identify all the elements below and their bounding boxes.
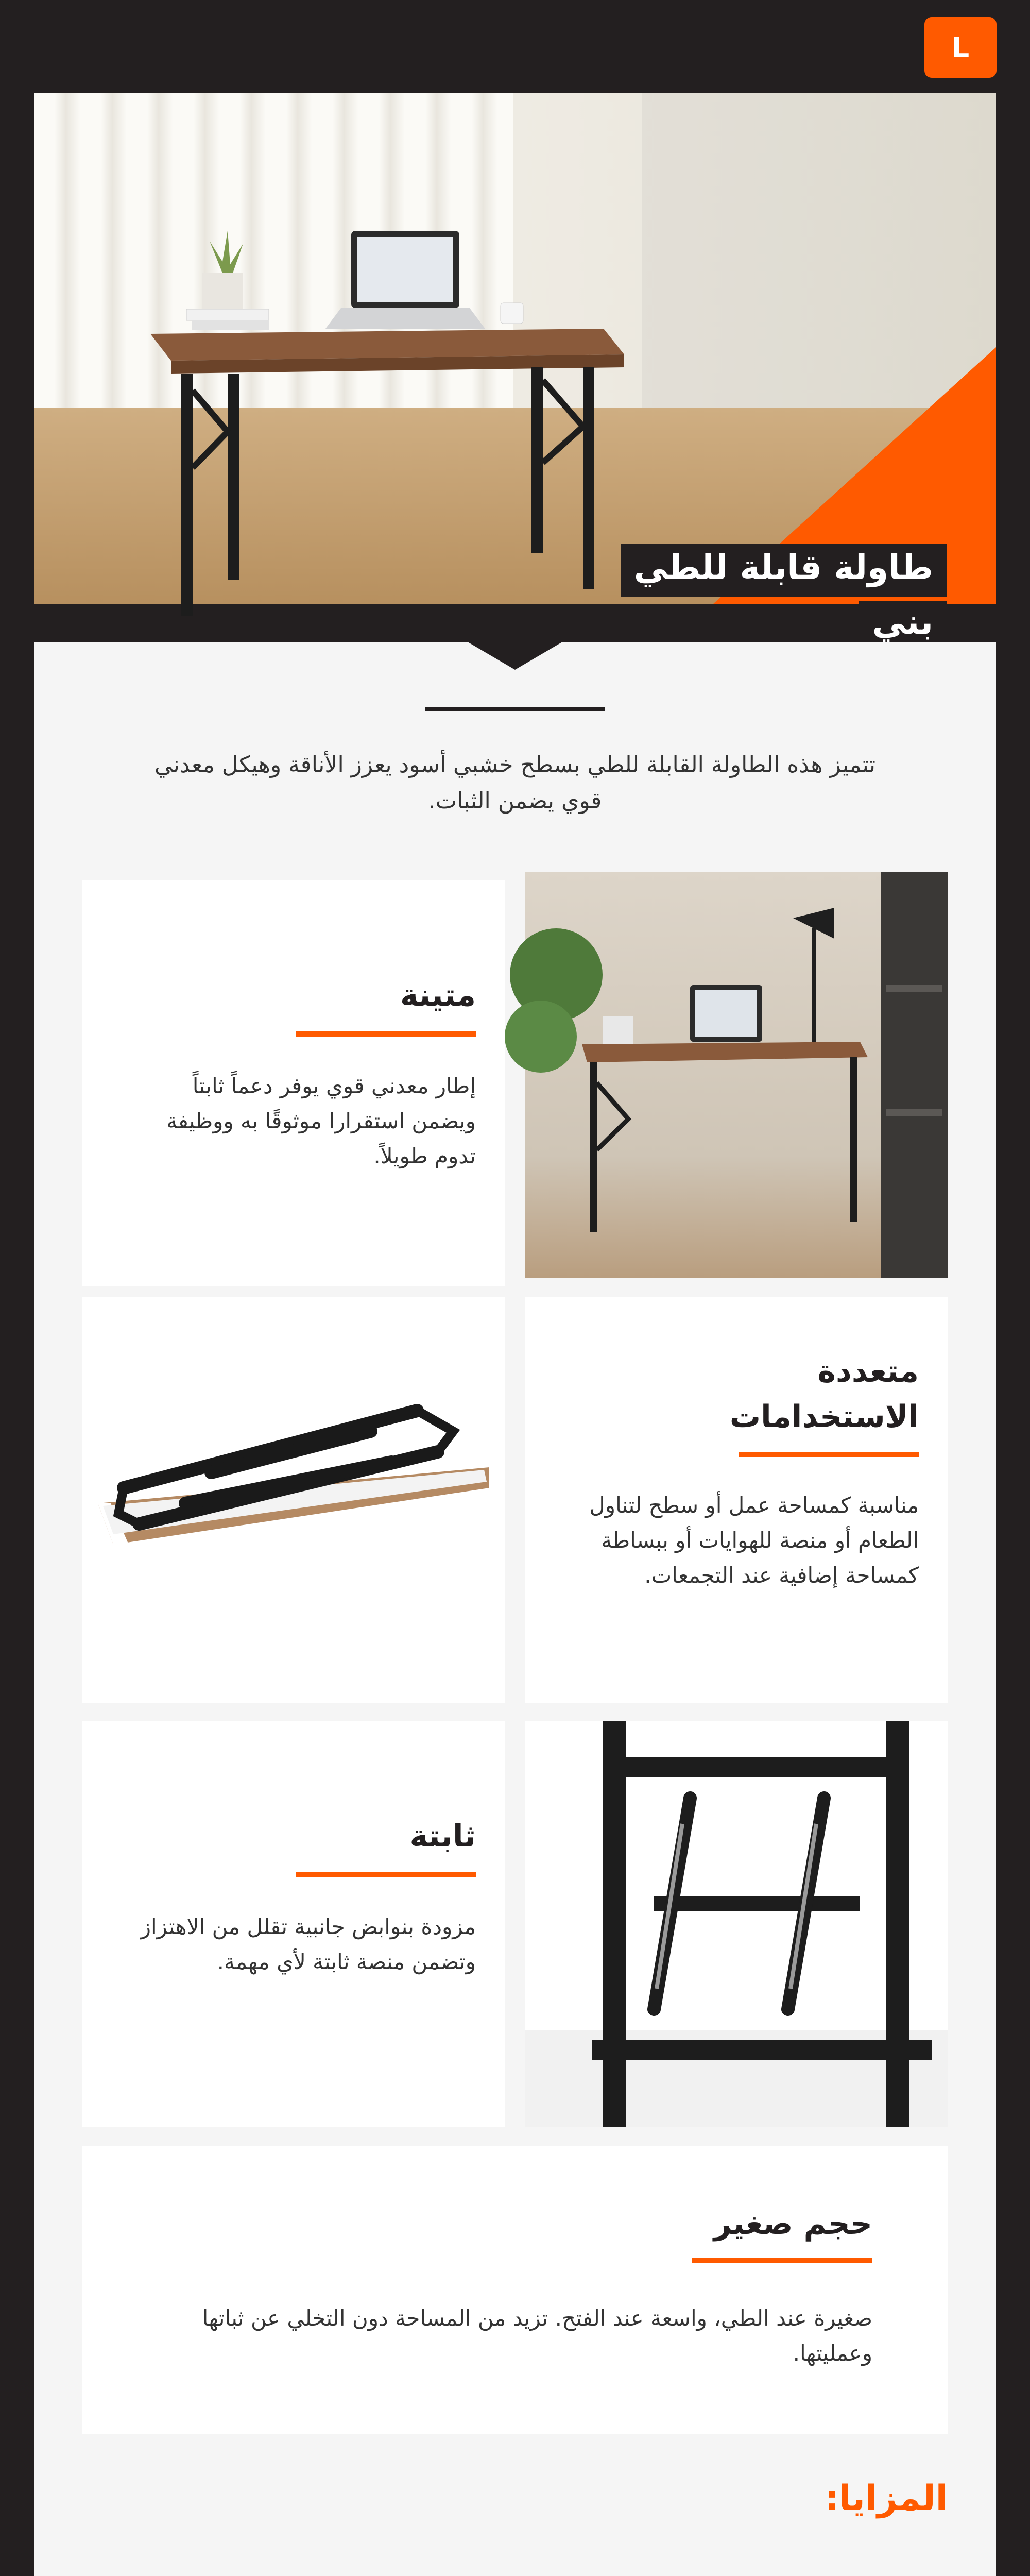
feature-card-stable <box>82 1721 505 2127</box>
advantages-title: المزايا: <box>825 2478 948 2519</box>
logo-letter: L <box>951 31 970 64</box>
brand-logo <box>924 17 997 78</box>
feature-photo-versatile <box>82 1297 505 1703</box>
feature-title-underline <box>296 1031 476 1037</box>
intro-divider <box>425 707 605 711</box>
feature-body: صغيرة عند الطي، واسعة عند الفتح. تزيد من المساحة دون التخلي عن ثباتها وعمليتها. <box>202 2306 872 2366</box>
feature-card-compact <box>82 2146 948 2434</box>
feature-photo-durable <box>525 872 948 1278</box>
feature-body: مزودة بنوابض جانبية تقلل من الاهتزاز وتضمن منصة ثابتة لأي مهمة. <box>140 1914 476 1974</box>
hero-title: طاولة قابلة للطي <box>621 544 947 597</box>
feature-title-underline <box>739 1452 919 1457</box>
feature-title: متعددة الاستخدامات <box>729 1353 919 1435</box>
feature-title: حجم صغير <box>713 2206 872 2242</box>
feature-title: ثابتة <box>409 1818 476 1854</box>
feature-title-underline <box>692 2258 872 2263</box>
intro-text: تتميز هذه الطاولة القابلة للطي بسطح خشبي أسود يعزز الأناقة وهيكل معدني قوي يضمن الثبات. <box>154 752 876 814</box>
feature-card-versatile <box>525 1297 948 1703</box>
feature-title-underline <box>296 1872 476 1877</box>
feature-title: متينة <box>400 977 476 1013</box>
hero-banner <box>34 93 996 642</box>
hero-color-label: بني <box>859 601 947 651</box>
feature-card-durable <box>82 880 505 1286</box>
feature-body: إطار معدني قوي يوفر دعماً ثابتاً ويضمن استقرارا موثوقًا به ووظيفة تدوم طويلاً. <box>166 1073 476 1168</box>
feature-photo-stable <box>525 1721 948 2127</box>
hero-table-image <box>150 226 624 617</box>
feature-body: مناسبة كمساحة عمل أو سطح لتناول الطعام أو منصة للهوايات أو ببساطة كمساحة إضافية عند التجمعات. <box>589 1493 919 1588</box>
